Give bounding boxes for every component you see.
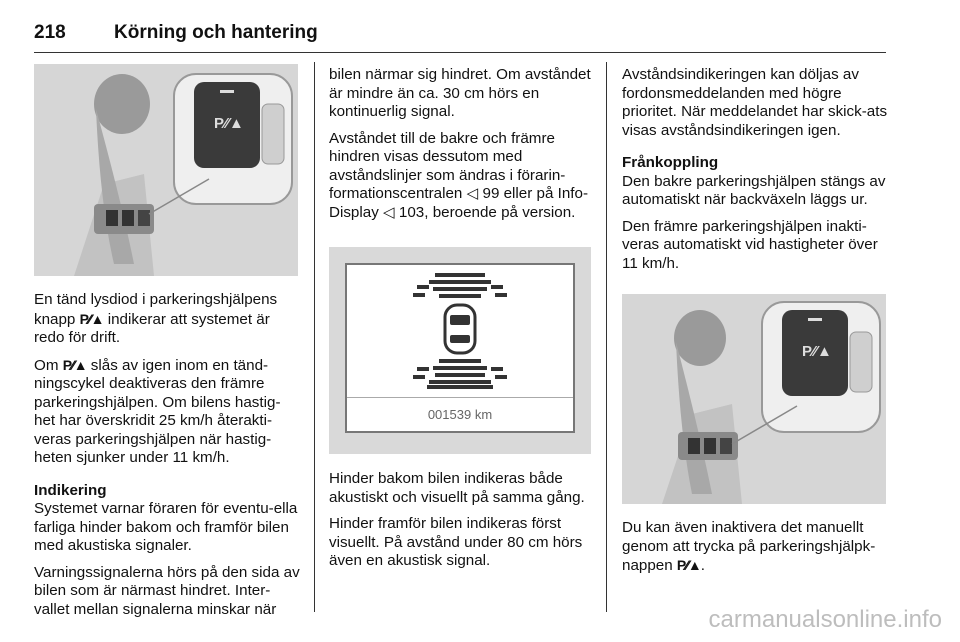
svg-text:P⁄⁄▲: P⁄⁄▲ <box>214 115 244 132</box>
paragraph: Hinder bakom bilen indikeras både akustiskt och visuellt på samma gång. <box>329 470 585 506</box>
text-span: . <box>700 557 706 574</box>
park-assist-icon: P⁄⁄▲ <box>79 310 104 327</box>
paragraph: Avståndet till de bakre och främre hindren visas dessutom med avståndslinjer som ändras i förarin-formationscentralen ◁ 99 eller på Info-Display ◁ 103, beroende på version. <box>329 129 589 221</box>
car-distance-svg <box>347 265 573 395</box>
paragraph: Varningssignalerna hörs på den sida av bilen som är närmast hindret. Inter-vallet mellan signalerna minskar när <box>34 563 300 618</box>
section-heading: Indikering <box>34 481 107 499</box>
paragraph: Hinder framför bilen indikeras först visuellt. På avstånd under 80 cm hörs även en akustisk signal. <box>329 515 583 569</box>
column-1-text <box>34 291 300 627</box>
gear-console-svg <box>622 294 886 504</box>
text-span: indikerar att systemet är redo för drift. <box>34 310 270 346</box>
paragraph <box>34 291 300 348</box>
paragraph: Avståndsindikeringen kan döljas av fordonsmeddelanden med högre prioritet. När meddelandet har skick-ats visas avståndsindikeringen igen. <box>622 66 888 139</box>
gear-console-illustration-1 <box>34 64 298 276</box>
watermark-link[interactable]: carmanualsonline.info <box>708 606 942 633</box>
paragraph <box>622 519 892 576</box>
gear-console-illustration-2 <box>622 294 886 504</box>
text-span: En tänd lysdiod i parkeringshjälpens knapp <box>34 291 278 328</box>
display-screen <box>345 263 575 433</box>
paragraph: Den bakre parkeringshjälpen stängs av automatiskt när backväxeln läggs ur. <box>622 172 886 208</box>
column-divider-1 <box>314 62 315 612</box>
column-2-text-top <box>329 66 595 230</box>
column-3-text-bottom <box>622 519 892 584</box>
park-assist-icon: P⁄⁄▲ <box>676 557 701 573</box>
column-2-text-bottom <box>329 470 595 579</box>
chapter-title: Körning och hantering <box>114 22 318 43</box>
text-span: slås av igen inom en tänd-ningscykel deaktiveras den främre parkeringshjälpen. Om bilens hastig-het har överskridit 25 km/h återakti-veras parkeringshjälpen när hastig-heten sjunker under 11 km/h. <box>34 356 281 466</box>
odometer-readout: 001539 km <box>427 407 493 422</box>
paragraph <box>34 356 300 468</box>
column-divider-2 <box>606 62 607 612</box>
svg-text:P⁄⁄▲: P⁄⁄▲ <box>802 343 832 360</box>
display-divider <box>347 397 573 398</box>
paragraph: Systemet varnar föraren för eventu-ella farliga hinder bakom och framför bilen med akustiska signaler. <box>34 500 298 554</box>
page-number: 218 <box>34 22 66 43</box>
section-heading: Frånkoppling <box>622 154 719 171</box>
column-3-text-top <box>622 66 888 281</box>
park-assist-icon: P⁄⁄▲ <box>62 356 87 373</box>
text-span: Du kan även inaktivera det manuellt genom att trycka på parkeringshjälpk-nappen <box>622 519 876 574</box>
paragraph: bilen närmar sig hindret. Om avståndet är mindre än ca. 30 cm hörs en kontinuerlig signal. <box>329 66 591 120</box>
gear-console-svg <box>34 64 298 276</box>
text-span: Om <box>34 356 63 374</box>
page-header <box>34 22 886 53</box>
parking-display-illustration <box>329 247 591 454</box>
paragraph: Den främre parkeringshjälpen inakti-veras automatiskt vid hastigheter över 11 km/h. <box>622 217 878 272</box>
